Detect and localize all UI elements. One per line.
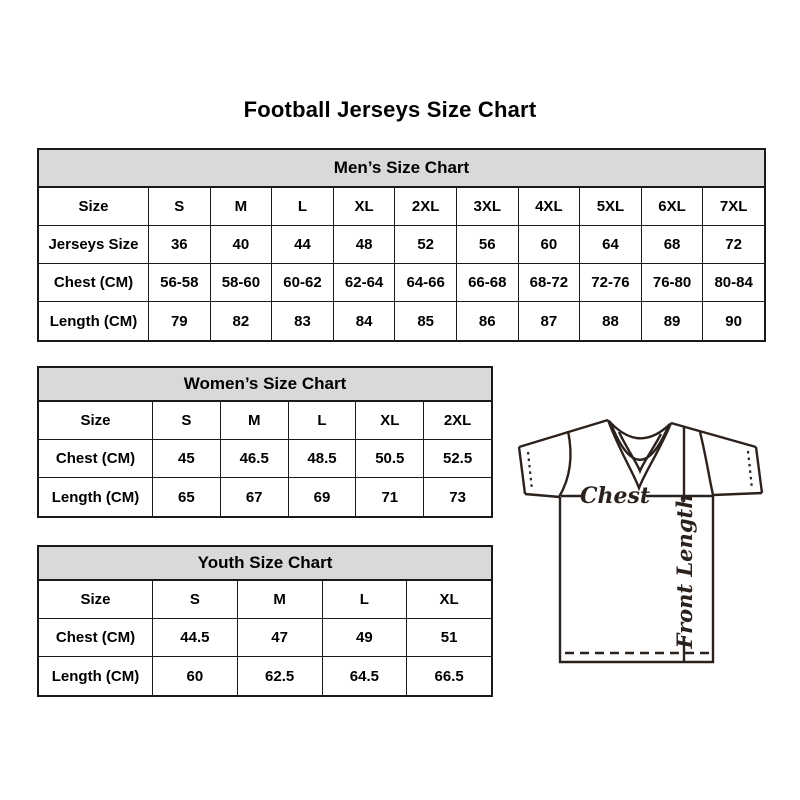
value-cell: 45 bbox=[153, 440, 221, 477]
value-cell: 44 bbox=[272, 226, 334, 263]
value-cell: 49 bbox=[323, 619, 408, 656]
value-cell: 87 bbox=[519, 302, 581, 340]
value-cell: 79 bbox=[149, 302, 211, 340]
youth-table-grid bbox=[39, 581, 491, 695]
value-cell: 60-62 bbox=[272, 264, 334, 301]
value-cell: 7XL bbox=[719, 198, 748, 215]
value-cell: 67 bbox=[221, 478, 289, 516]
value-cell: 86 bbox=[457, 302, 519, 340]
row-header-cell: Length (CM) bbox=[39, 657, 153, 695]
value-cell: 47 bbox=[238, 619, 323, 656]
value-cell: 64.5 bbox=[323, 657, 408, 695]
mens-table-grid bbox=[39, 188, 764, 340]
value-cell: 83 bbox=[272, 302, 334, 340]
row-header-cell: Length (CM) bbox=[39, 302, 149, 340]
value-cell: L bbox=[272, 188, 334, 225]
value-cell: 69 bbox=[289, 478, 357, 516]
value-cell: 68-72 bbox=[519, 264, 581, 301]
value-cell: L bbox=[289, 402, 357, 439]
value-cell: 36 bbox=[149, 226, 211, 263]
value-cell: S bbox=[153, 581, 238, 618]
table-row bbox=[39, 581, 491, 619]
value-cell: 40 bbox=[211, 226, 273, 263]
value-cell: 46.5 bbox=[221, 440, 289, 477]
value-cell: 62.5 bbox=[238, 657, 323, 695]
value-cell: 60 bbox=[519, 226, 581, 263]
value-cell: 66-68 bbox=[457, 264, 519, 301]
value-cell: 89 bbox=[642, 302, 704, 340]
value-cell: 84 bbox=[334, 302, 396, 340]
womens-size-table bbox=[37, 366, 493, 518]
value-cell: 4XL bbox=[519, 188, 581, 225]
value-cell: 73 bbox=[449, 488, 466, 506]
womens-table-title: Women’s Size Chart bbox=[39, 368, 491, 402]
value-cell: 48 bbox=[334, 226, 396, 263]
value-cell: 5XL bbox=[580, 188, 642, 225]
front-length-label: Front Length bbox=[672, 493, 697, 649]
value-cell: 66.5 bbox=[434, 667, 464, 685]
value-cell: L bbox=[323, 581, 408, 618]
table-row bbox=[39, 440, 491, 478]
womens-table-grid bbox=[39, 402, 491, 516]
chest-label: Chest bbox=[579, 483, 651, 509]
value-cell: M bbox=[238, 581, 323, 618]
value-cell: 52.5 bbox=[442, 450, 473, 467]
youth-size-table bbox=[37, 545, 493, 697]
value-cell: 56-58 bbox=[149, 264, 211, 301]
value-cell: 65 bbox=[153, 478, 221, 516]
youth-table-title: Youth Size Chart bbox=[39, 547, 491, 581]
table-row bbox=[39, 188, 764, 226]
value-cell: XL bbox=[356, 402, 424, 439]
value-cell: 68 bbox=[642, 226, 704, 263]
table-row bbox=[39, 226, 764, 264]
table-row bbox=[39, 302, 764, 340]
page-title: Football Jerseys Size Chart bbox=[243, 97, 537, 122]
value-cell: M bbox=[221, 402, 289, 439]
table-row bbox=[39, 264, 764, 302]
table-row bbox=[39, 402, 491, 440]
value-cell: 50.5 bbox=[356, 440, 424, 477]
value-cell: 71 bbox=[356, 478, 424, 516]
value-cell: 80-84 bbox=[714, 274, 753, 291]
row-header-cell: Chest (CM) bbox=[39, 264, 149, 301]
table-row bbox=[39, 619, 491, 657]
value-cell: 52 bbox=[395, 226, 457, 263]
value-cell: S bbox=[149, 188, 211, 225]
row-header-cell: Size bbox=[39, 402, 153, 439]
jersey-outline-icon bbox=[519, 420, 762, 662]
value-cell: 2XL bbox=[443, 412, 472, 429]
value-cell: 48.5 bbox=[289, 440, 357, 477]
row-header-cell: Jerseys Size bbox=[39, 226, 149, 263]
value-cell: XL bbox=[439, 591, 459, 608]
value-cell: 82 bbox=[211, 302, 273, 340]
value-cell: 6XL bbox=[642, 188, 704, 225]
value-cell: 72 bbox=[725, 236, 742, 253]
value-cell: 2XL bbox=[395, 188, 457, 225]
value-cell: 90 bbox=[725, 312, 742, 330]
table-row bbox=[39, 478, 491, 516]
mens-table-title: Men’s Size Chart bbox=[39, 150, 764, 188]
value-cell: 85 bbox=[395, 302, 457, 340]
value-cell: 56 bbox=[457, 226, 519, 263]
value-cell: M bbox=[211, 188, 273, 225]
value-cell: XL bbox=[334, 188, 396, 225]
value-cell: 88 bbox=[580, 302, 642, 340]
row-header-cell: Chest (CM) bbox=[39, 619, 153, 656]
value-cell: 76-80 bbox=[642, 264, 704, 301]
value-cell: 60 bbox=[153, 657, 238, 695]
value-cell: 44.5 bbox=[153, 619, 238, 656]
value-cell: 62-64 bbox=[334, 264, 396, 301]
value-cell: 64 bbox=[580, 226, 642, 263]
row-header-cell: Chest (CM) bbox=[39, 440, 153, 477]
row-header-cell: Size bbox=[39, 581, 153, 618]
mens-size-table bbox=[37, 148, 766, 342]
value-cell: 64-66 bbox=[395, 264, 457, 301]
value-cell: S bbox=[153, 402, 221, 439]
row-header-cell: Length (CM) bbox=[39, 478, 153, 516]
table-row bbox=[39, 657, 491, 695]
value-cell: 72-76 bbox=[580, 264, 642, 301]
row-header-cell: Size bbox=[39, 188, 149, 225]
jersey-measurement-diagram bbox=[503, 398, 777, 682]
value-cell: 3XL bbox=[457, 188, 519, 225]
value-cell: 51 bbox=[440, 629, 458, 646]
value-cell: 58-60 bbox=[211, 264, 273, 301]
